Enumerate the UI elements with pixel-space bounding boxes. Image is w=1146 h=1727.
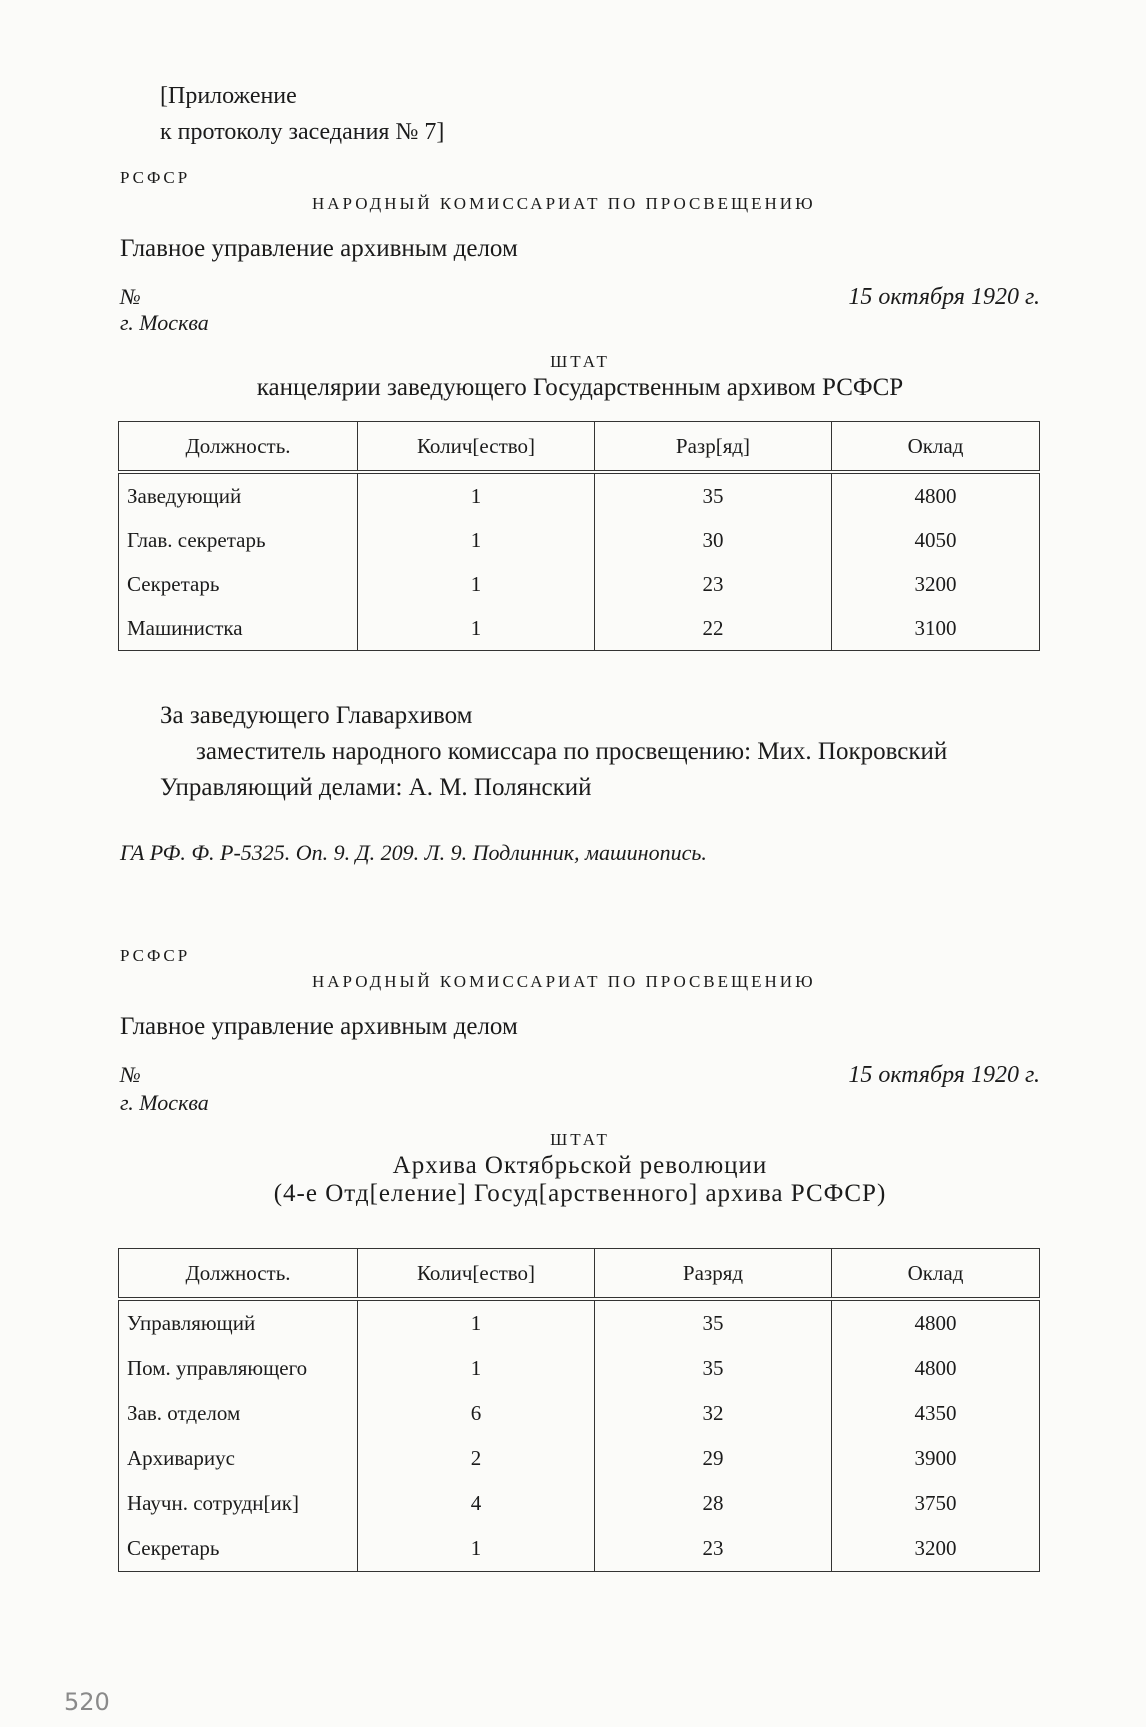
grade-cell: 23 bbox=[595, 562, 832, 606]
doc2-department: Главное управление архивным делом bbox=[120, 1013, 518, 1040]
salary-cell: 4800 bbox=[832, 1299, 1040, 1346]
table-header: Должность. bbox=[119, 1249, 358, 1300]
doc1-shtat: ШТАТ bbox=[550, 352, 610, 371]
grade-cell: 30 bbox=[595, 518, 832, 562]
doc2-rsfsr: РСФСР bbox=[120, 946, 191, 965]
count-cell: 1 bbox=[358, 472, 595, 518]
doc2-commissariat: НАРОДНЫЙ КОМИССАРИАТ ПО ПРОСВЕЩЕНИЮ bbox=[312, 972, 816, 991]
position-cell: Зав. отделом bbox=[119, 1391, 358, 1436]
doc2-number: № bbox=[120, 1062, 141, 1087]
doc2-staff-table bbox=[118, 1248, 1040, 1572]
position-cell: Машинистка bbox=[119, 606, 358, 651]
grade-cell: 35 bbox=[595, 1346, 832, 1391]
table-header: Оклад bbox=[832, 422, 1040, 473]
doc2-date: 15 октября 1920 г. bbox=[848, 1062, 1040, 1088]
doc2-subtitle: (4-е Отд[еление] Госуд[арственного] архива РСФСР) bbox=[273, 1180, 887, 1207]
doc2-title: Архива Октябрьской революции bbox=[392, 1152, 768, 1179]
table-header: Разр[яд] bbox=[595, 422, 832, 473]
grade-cell: 35 bbox=[595, 472, 832, 518]
count-cell: 1 bbox=[358, 1299, 595, 1346]
doc1-date: 15 октября 1920 г. bbox=[848, 284, 1040, 310]
doc1-rsfsr: РСФСР bbox=[120, 168, 191, 187]
count-cell: 1 bbox=[358, 606, 595, 651]
table-row bbox=[119, 1436, 1040, 1481]
page-number: 520 bbox=[64, 1688, 110, 1716]
appendix-line-1: [Приложение bbox=[160, 83, 297, 109]
table-header: Колич[ество] bbox=[358, 422, 595, 473]
doc1-staff-table bbox=[118, 421, 1040, 651]
doc1-commissariat: НАРОДНЫЙ КОМИССАРИАТ ПО ПРОСВЕЩЕНИЮ bbox=[312, 194, 816, 213]
table-row bbox=[119, 472, 1040, 518]
position-cell: Глав. секретарь bbox=[119, 518, 358, 562]
table-header: Оклад bbox=[832, 1249, 1040, 1300]
table-header: Разряд bbox=[595, 1249, 832, 1300]
count-cell: 1 bbox=[358, 1526, 595, 1572]
grade-cell: 22 bbox=[595, 606, 832, 651]
table-row bbox=[119, 1299, 1040, 1346]
table-header: Должность. bbox=[119, 422, 358, 473]
table-row bbox=[119, 1481, 1040, 1526]
salary-cell: 3750 bbox=[832, 1481, 1040, 1526]
appendix-line-2: к протоколу заседания № 7] bbox=[160, 119, 445, 145]
salary-cell: 3200 bbox=[832, 562, 1040, 606]
grade-cell: 32 bbox=[595, 1391, 832, 1436]
salary-cell: 3200 bbox=[832, 1526, 1040, 1572]
table-row bbox=[119, 1391, 1040, 1436]
position-cell: Архивариус bbox=[119, 1436, 358, 1481]
table-row bbox=[119, 562, 1040, 606]
table-row bbox=[119, 606, 1040, 651]
salary-cell: 3100 bbox=[832, 606, 1040, 651]
position-cell: Заведующий bbox=[119, 472, 358, 518]
count-cell: 6 bbox=[358, 1391, 595, 1436]
count-cell: 4 bbox=[358, 1481, 595, 1526]
doc1-signature-line-1: За заведующего Главархивом bbox=[160, 702, 473, 729]
doc1-number: № bbox=[120, 284, 141, 309]
table-header: Колич[ество] bbox=[358, 1249, 595, 1300]
table-row bbox=[119, 1526, 1040, 1572]
grade-cell: 23 bbox=[595, 1526, 832, 1572]
doc2-city: г. Москва bbox=[120, 1090, 209, 1115]
table-row bbox=[119, 518, 1040, 562]
doc1-department: Главное управление архивным делом bbox=[120, 235, 518, 262]
count-cell: 2 bbox=[358, 1436, 595, 1481]
doc1-title: канцелярии заведующего Государственным архивом РСФСР bbox=[256, 374, 904, 401]
appendix-header bbox=[160, 78, 444, 150]
salary-cell: 4800 bbox=[832, 1346, 1040, 1391]
salary-cell: 3900 bbox=[832, 1436, 1040, 1481]
salary-cell: 4350 bbox=[832, 1391, 1040, 1436]
position-cell: Научн. сотрудн[ик] bbox=[119, 1481, 358, 1526]
grade-cell: 35 bbox=[595, 1299, 832, 1346]
position-cell: Секретарь bbox=[119, 562, 358, 606]
count-cell: 1 bbox=[358, 562, 595, 606]
position-cell: Управляющий bbox=[119, 1299, 358, 1346]
salary-cell: 4800 bbox=[832, 472, 1040, 518]
position-cell: Секретарь bbox=[119, 1526, 358, 1572]
position-cell: Пом. управляющего bbox=[119, 1346, 358, 1391]
grade-cell: 29 bbox=[595, 1436, 832, 1481]
salary-cell: 4050 bbox=[832, 518, 1040, 562]
doc1-archival-source: ГА РФ. Ф. Р-5325. Оп. 9. Д. 209. Л. 9. Подлинник, машинопись. bbox=[120, 840, 707, 865]
grade-cell: 28 bbox=[595, 1481, 832, 1526]
count-cell: 1 bbox=[358, 1346, 595, 1391]
doc1-city: г. Москва bbox=[120, 310, 209, 335]
table-row bbox=[119, 1346, 1040, 1391]
count-cell: 1 bbox=[358, 518, 595, 562]
doc1-signature-line-2: заместитель народного комиссара по просвещению: Мих. Покровский bbox=[196, 738, 948, 765]
doc1-signature-line-3: Управляющий делами: А. М. Полянский bbox=[160, 774, 592, 801]
doc2-shtat: ШТАТ bbox=[550, 1130, 610, 1149]
